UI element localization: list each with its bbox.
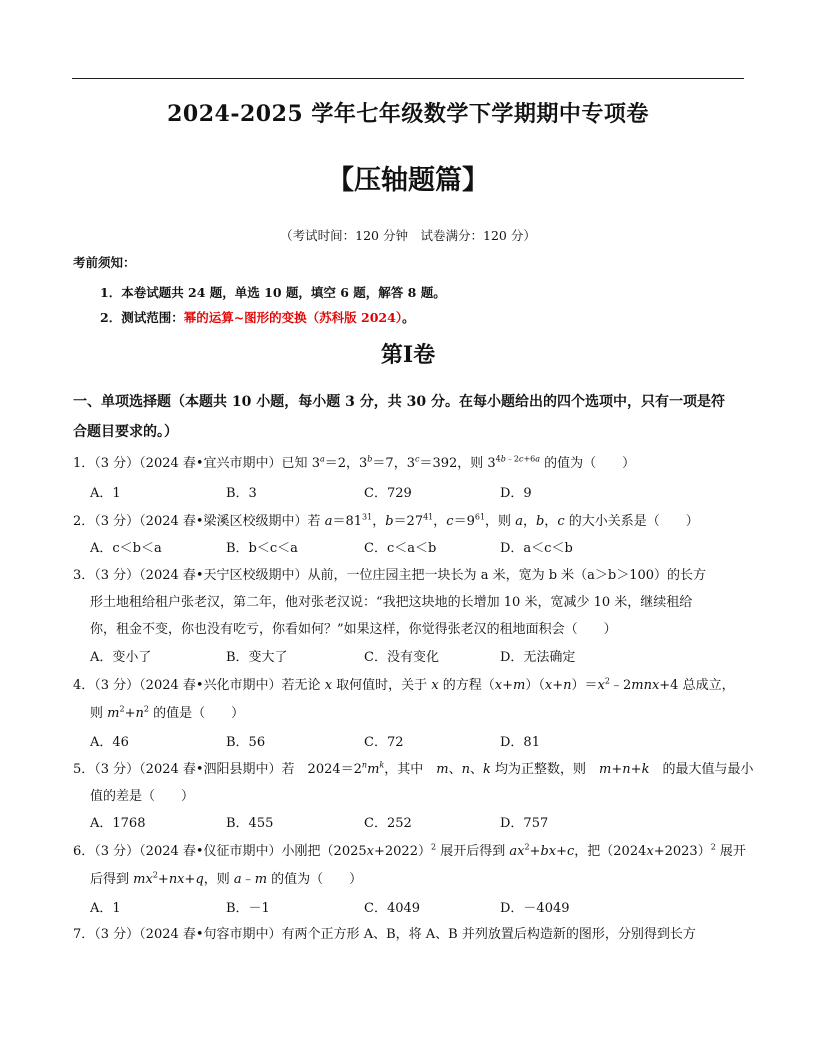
section-heading-line-1: 一、单项选择题（本题共 10 小题，每小题 3 分，共 30 分。在每小题给出的四个选项中，只有一项是符 (73, 394, 725, 410)
option-c: C．没有变化 (364, 650, 439, 665)
notice-item-2-suffix: 。 (402, 310, 415, 325)
option-d: D．757 (500, 816, 549, 831)
question-6-stem-line-1: 6．（3 分）（2024 春•仪征市期中）小刚把$(2025x+2022)^2$ 展开后得到 $ax^2+bx+c$，把$(2024x+2023)^2$ 展开 (73, 842, 746, 859)
option-b: B．b＜c＜a (226, 541, 298, 556)
header-rule (72, 78, 744, 79)
question-7-stem-line-1: 7．（3 分）（2024 春•句容市期中）有两个正方形 A、B，将 A、B 并列放置后构造新的图形，分别得到长方 (73, 927, 696, 942)
question-1-stem: 1．（3 分）（2024 春•宜兴市期中）已知 $3^a=2$，$3^b=7$，$3^c=392$，则 $3^{4b﹣2c+6a}$ 的值为（ ） (73, 454, 636, 471)
option-c: C．c＜a＜b (364, 541, 437, 556)
notice-item-1: 1．本卷试题共 24 题，单选 10 题，填空 6 题，解答 8 题。 (100, 285, 446, 300)
question-3-stem-line-1: 3．（3 分）（2024 春•天宁区校级期中）从前，一位庄园主把一块长为 a 米，宽为 b 米（a＞b＞100）的长方 (73, 568, 707, 583)
option-a: A．c＜b＜a (90, 541, 162, 556)
question-5-stem-line-1: 5．（3 分）（2024 春•泗阳县期中）若 $2024=2^nm^k$，其中 m、n、k 均为正整数，则 m+n+k 的最大值与最小 (73, 760, 754, 777)
option-d: D．81 (500, 735, 540, 750)
option-b: B．455 (226, 816, 274, 831)
option-a: A．1768 (90, 816, 146, 831)
section-heading-line-2: 合题目要求的。） (73, 424, 178, 440)
option-c: C．252 (364, 816, 412, 831)
test-range: 幂的运算~图形的变换（苏科版 2024） (183, 310, 403, 325)
question-1-options (90, 482, 690, 500)
paper-subtitle: 【压轴题篇】 (327, 165, 489, 196)
option-a: A．1 (90, 486, 121, 501)
question-4-options (90, 731, 690, 749)
question-6-stem-line-2: 后得到 $mx^2+nx+q$，则 a﹣m 的值为（ ） (90, 870, 363, 887)
exam-info: （考试时间：120 分钟 试卷满分：120 分） (280, 228, 536, 243)
notice-item-2 (100, 308, 415, 326)
option-b: B．3 (226, 486, 257, 501)
paper-title: 2024-2025 学年七年级数学下学期期中专项卷 (167, 101, 649, 127)
question-3-options (90, 646, 690, 664)
option-b: B．－1 (226, 901, 270, 916)
option-c: C．729 (364, 486, 412, 501)
question-5-options (90, 812, 690, 830)
question-3-stem-line-3: 你，租金不变，你也没有吃亏，你看如何？”如果这样，你觉得张老汉的租地面积会（ ） (90, 622, 617, 637)
option-d: D．a＜c＜b (500, 541, 573, 556)
volume-heading: 第I卷 (380, 342, 436, 368)
notice-heading: 考前须知： (73, 255, 136, 270)
option-a: A．46 (90, 735, 129, 750)
question-6-options (90, 897, 690, 915)
question-2-options (90, 537, 690, 555)
option-b: B．56 (226, 735, 266, 750)
option-c: C．4049 (364, 901, 421, 916)
question-4-stem-line-2: 则 $m^2+n^2$ 的值是（ ） (90, 704, 245, 721)
option-d: D．无法确定 (500, 650, 576, 665)
option-d: D．－4049 (500, 901, 570, 916)
notice-item-2-prefix: 2．测试范围： (100, 310, 184, 325)
option-c: C．72 (364, 735, 404, 750)
option-b: B．变大了 (226, 650, 288, 665)
option-a: A．1 (90, 901, 121, 916)
question-4-stem-line-1: 4．（3 分）（2024 春•兴化市期中）若无论 x 取何值时，关于 x 的方程$(x+m)(x+n)=x^2﹣2mnx+4$ 总成立， (73, 676, 735, 693)
option-a: A．变小了 (90, 650, 152, 665)
question-5-stem-line-2: 值的差是（ ） (90, 789, 195, 804)
question-3-stem-line-2: 形土地租给租户张老汉，第二年，他对张老汉说：“我把这块地的长增加 10 米，宽减少 10 米，继续租给 (90, 595, 693, 610)
option-d: D．9 (500, 486, 532, 501)
question-2-stem: 2．（3 分）（2024 春•梁溪区校级期中）若 $a=81^{31}$，$b=27^{41}$，$c=9^{61}$，则 a，b，c 的大小关系是（ ） (73, 512, 699, 529)
